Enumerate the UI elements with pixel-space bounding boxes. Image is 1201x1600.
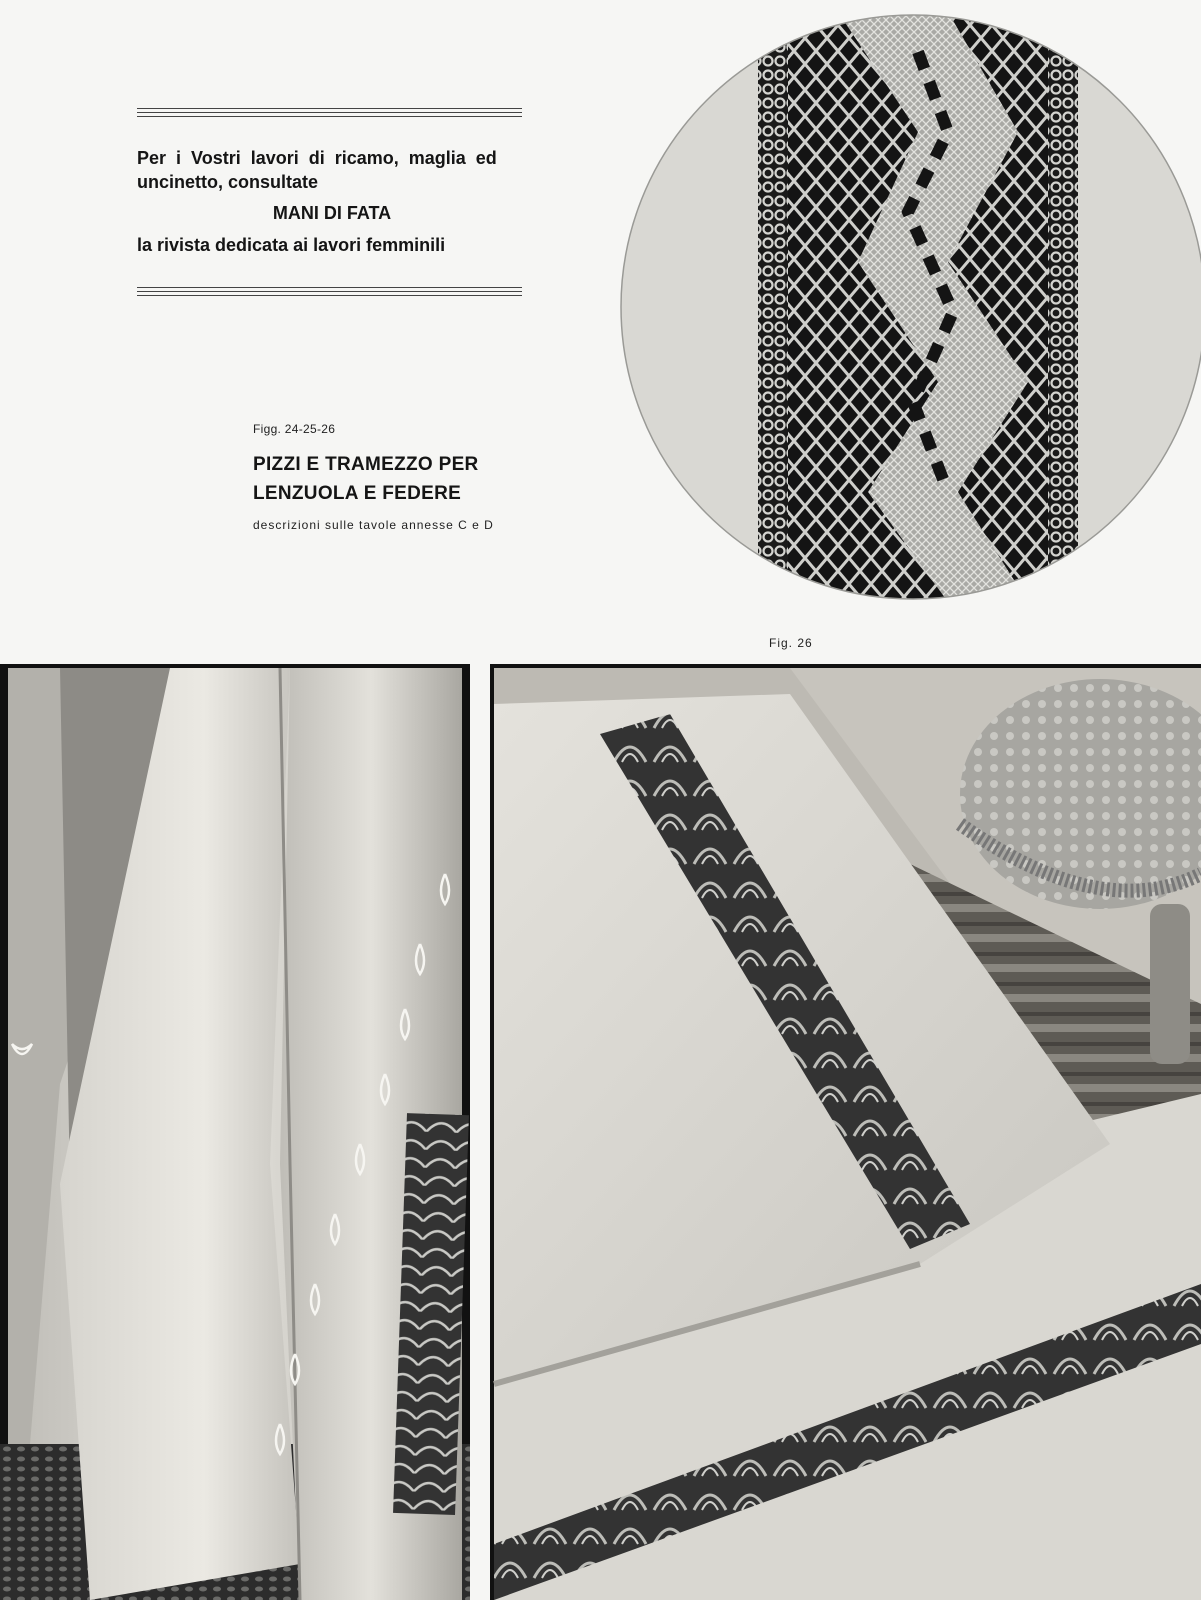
figure-26-caption: Fig. 26 bbox=[769, 636, 813, 650]
lace-bedding-photo bbox=[490, 664, 1201, 1600]
top-double-rule bbox=[137, 108, 522, 120]
advert-line-2: uncinetto, consultate bbox=[137, 172, 319, 192]
advert-line-1: Per i Vostri lavori di ricamo, maglia ed bbox=[137, 148, 497, 168]
advert-block bbox=[137, 146, 527, 257]
advert-line-3: la rivista dedicata ai lavori femminili bbox=[137, 235, 446, 255]
lace-bedding-graphic bbox=[490, 664, 1201, 1600]
lace-closeup-photo bbox=[618, 12, 1201, 602]
bottom-double-rule bbox=[137, 287, 522, 299]
article-title-line-2: LENZUOLA E FEDERE bbox=[253, 483, 462, 504]
embroidered-sheet-photo bbox=[0, 664, 470, 1600]
lace-closeup-graphic bbox=[618, 12, 1201, 602]
article-description: descrizioni sulle tavole annesse C e D bbox=[253, 518, 494, 532]
advert-magazine-name: MANI DI FATA bbox=[272, 203, 392, 223]
figure-reference: Figg. 24-25-26 bbox=[253, 422, 336, 436]
article-title bbox=[253, 450, 479, 508]
article-title-line-1: PIZZI E TRAMEZZO PER bbox=[253, 454, 479, 475]
embroidered-sheet-graphic bbox=[0, 664, 470, 1600]
